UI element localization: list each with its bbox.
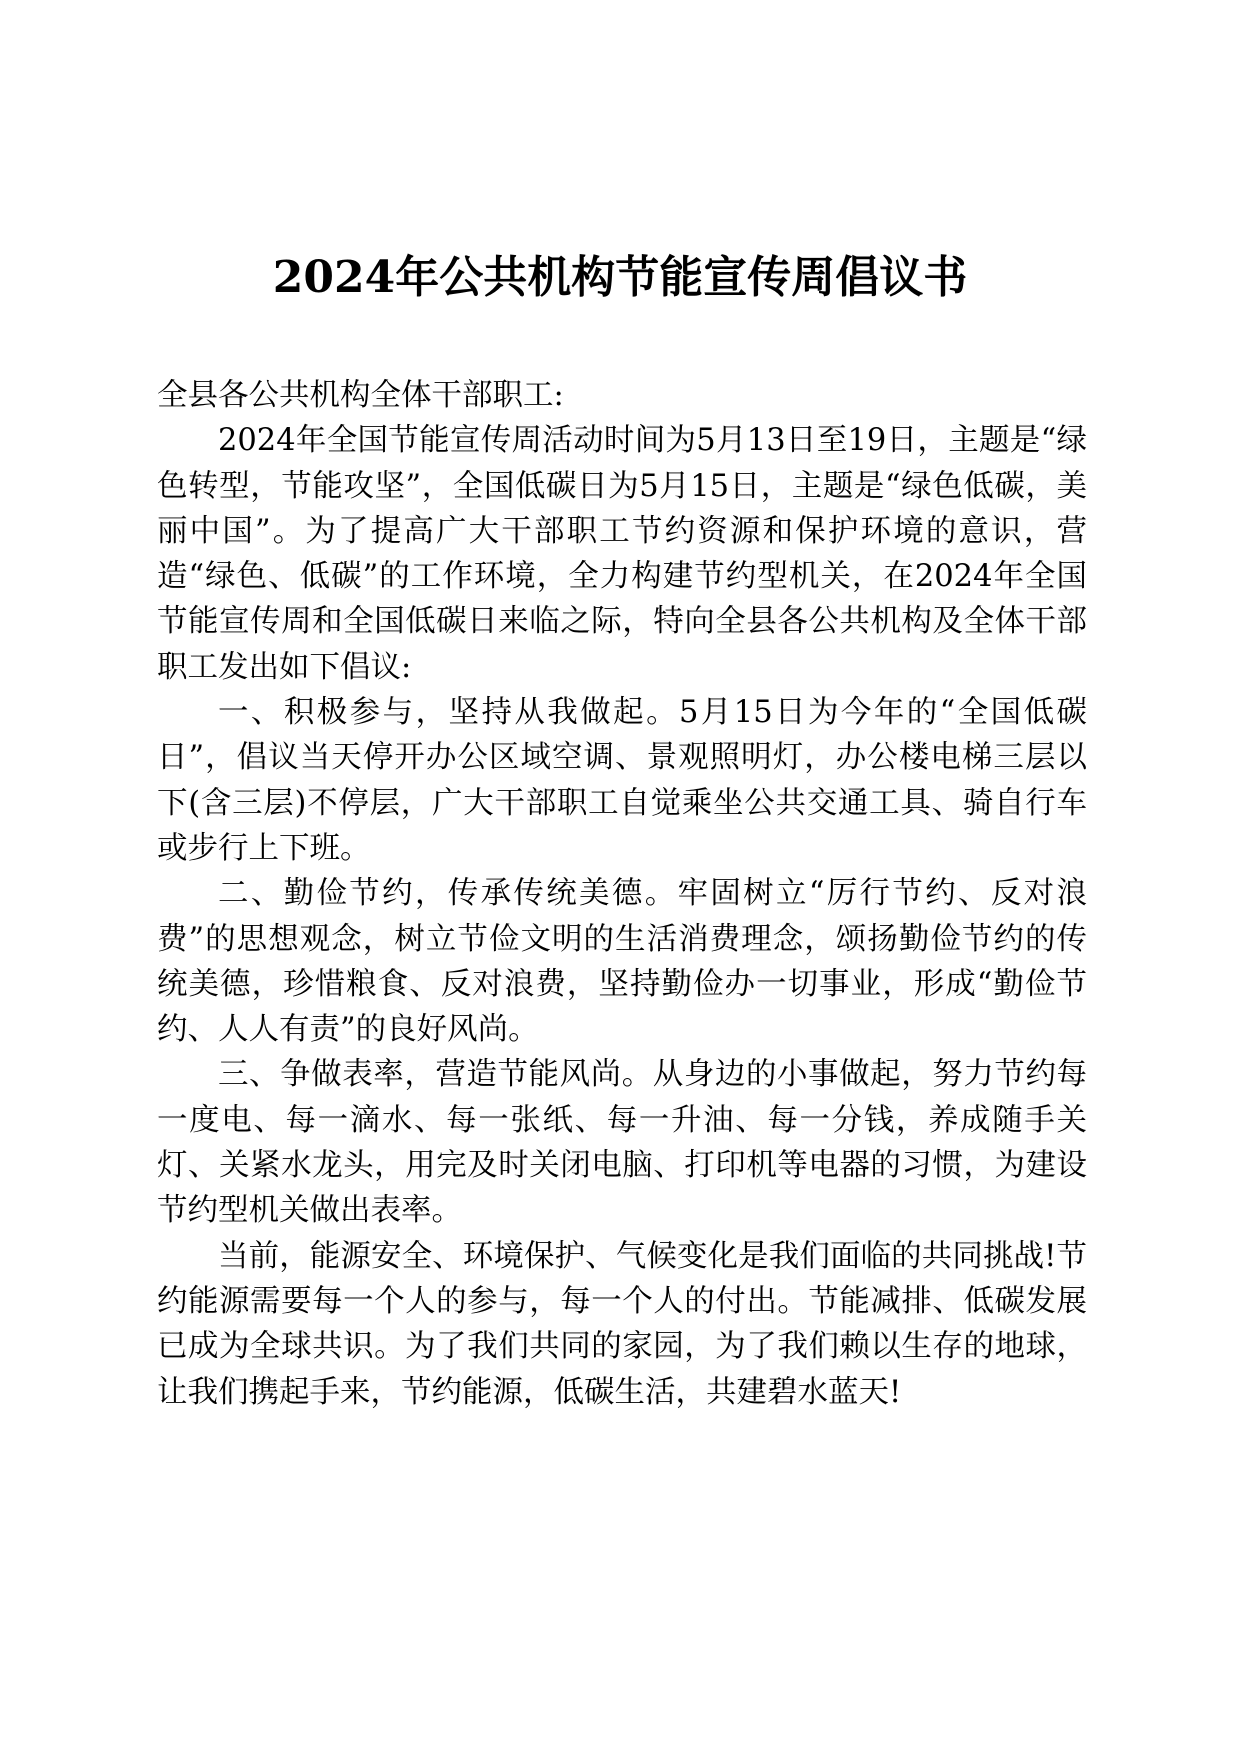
salutation: 全县各公共机构全体干部职工:: [157, 378, 564, 413]
paragraph-proposal-1: 一、积极参与，坚持从我做起。5月15日为今年的“全国低碳日”，倡议当天停开办公区域空调、景观照明灯，办公楼电梯三层以下(含三层)不停层，广大干部职工自觉乘坐公共交通工具、骑自行车或步行上下班。: [157, 695, 1087, 866]
paragraph-proposal-2: 二、勤俭节约，传承传统美德。牢固树立“厉行节约、反对浪费”的思想观念，树立节俭文明的生活消费理念，颂扬勤俭节约的传统美德，珍惜粮食、反对浪费，坚持勤俭办一切事业，形成“勤俭节约、人人有责”的良好风尚。: [157, 876, 1087, 1048]
document-body: [157, 373, 1087, 1415]
paragraph-closing: 当前，能源安全、环境保护、气候变化是我们面临的共同挑战!节约能源需要每一个人的参与，每一个人的付出。节能减排、低碳发展已成为全球共识。为了我们共同的家园，为了我们赖以生存的地球，让我们携起手来，节约能源，低碳生活，共建碧水蓝天!: [157, 1238, 1087, 1410]
paragraph-intro: 2024年全国节能宣传周活动时间为5月13日至19日，主题是“绿色转型，节能攻坚”，全国低碳日为5月15日，主题是“绿色低碳，美丽中国”。为了提高广大干部职工节约资源和保护环境的意识，营造“绿色、低碳”的工作环境，全力构建节约型机关，在2024年全国节能宣传周和全国低碳日来临之际，特向全县各公共机构及全体干部职工发出如下倡议:: [157, 423, 1087, 685]
paragraph-proposal-3: 三、争做表率，营造节能风尚。从身边的小事做起，努力节约每一度电、每一滴水、每一张纸、每一升油、每一分钱，养成随手关灯、关紧水龙头，用完及时关闭电脑、打印机等电器的习惯，为建设节约型机关做出表率。: [157, 1057, 1087, 1229]
document-title: 2024年公共机构节能宣传周倡议书: [272, 252, 968, 303]
